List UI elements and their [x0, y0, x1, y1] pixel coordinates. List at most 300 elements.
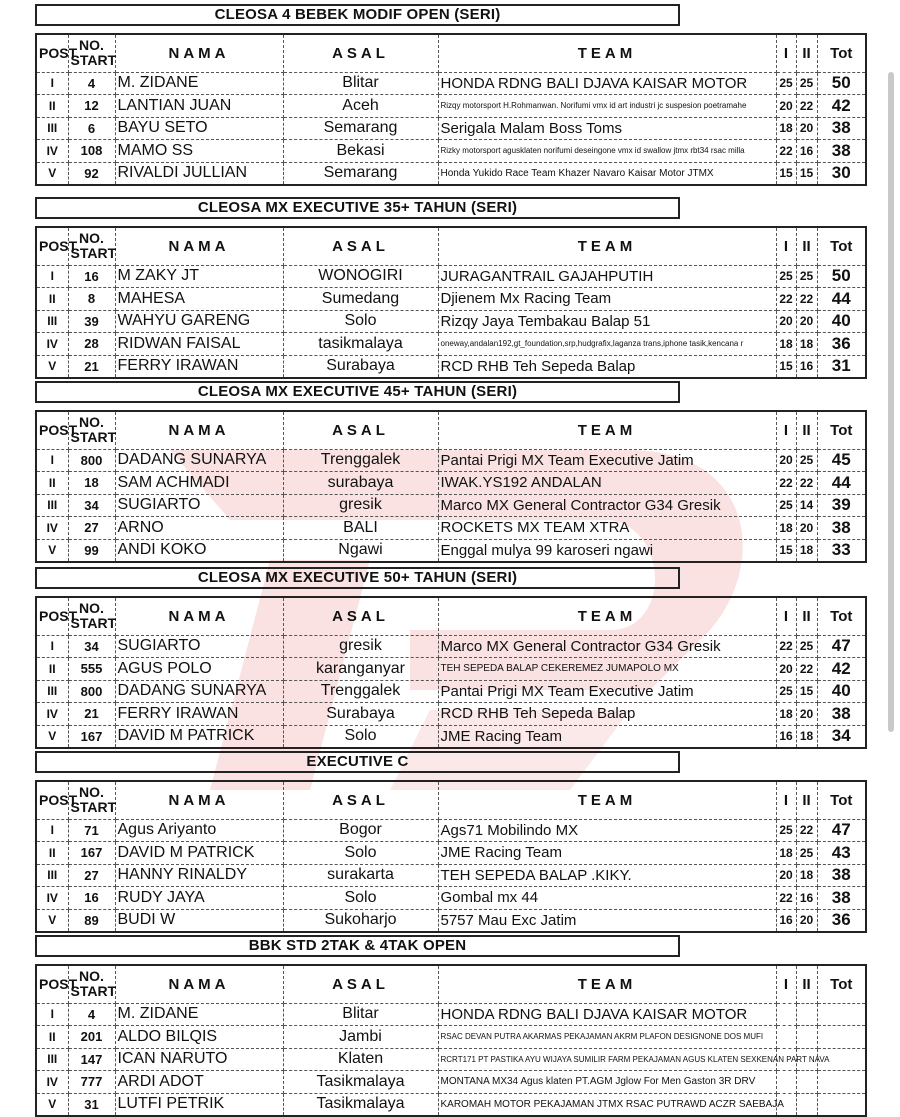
results-table: [35, 964, 867, 1117]
header-pos: POST: [36, 411, 68, 449]
pos-cell: I: [36, 265, 68, 288]
score-1: 18: [776, 333, 796, 356]
rider-origin: Bogor: [283, 819, 438, 842]
start-number: 39: [68, 310, 115, 333]
total-score: 30: [817, 162, 866, 185]
score-1: 20: [776, 95, 796, 118]
score-1: 16: [776, 725, 796, 748]
start-number: 27: [68, 517, 115, 540]
score-2: 16: [796, 887, 817, 910]
header-score-1: I: [776, 411, 796, 449]
header-score-2: II: [796, 965, 817, 1003]
rider-name: M. ZIDANE: [115, 72, 283, 95]
header-row: [36, 781, 866, 819]
pos-cell: IV: [36, 703, 68, 726]
table-row: [36, 1071, 866, 1094]
results-table: [35, 226, 867, 379]
rider-name: DAVID M PATRICK: [115, 725, 283, 748]
rider-name: DADANG SUNARYA: [115, 449, 283, 472]
score-2: 20: [796, 703, 817, 726]
table-row: [36, 842, 866, 865]
table-row: [36, 449, 866, 472]
score-2: [796, 1003, 817, 1026]
score-1: 15: [776, 162, 796, 185]
team-name: Pantai Prigi MX Team Executive Jatim: [438, 449, 776, 472]
score-1: 22: [776, 288, 796, 311]
rider-origin: Solo: [283, 725, 438, 748]
pos-cell: II: [36, 842, 68, 865]
results-table: [35, 33, 867, 186]
start-number: 18: [68, 472, 115, 495]
start-number: 16: [68, 265, 115, 288]
team-name: oneway,andalan192,gt_foundation,srp,hudgrafix,laganza trans,iphone tasik,kencana r: [438, 333, 776, 356]
rider-name: MAMO SS: [115, 140, 283, 163]
table-row: [36, 864, 866, 887]
rider-origin: Jambi: [283, 1026, 438, 1049]
start-number: 34: [68, 494, 115, 517]
header-total: Tot: [817, 597, 866, 635]
table-row: [36, 539, 866, 562]
table-row: [36, 494, 866, 517]
pos-cell: IV: [36, 140, 68, 163]
team-name: MONTANA MX34 Agus klaten PT.AGM Jglow For Men Gaston 3R DRV: [438, 1071, 776, 1094]
rider-origin: Ngawi: [283, 539, 438, 562]
team-name: Rizqy Jaya Tembakau Balap 51: [438, 310, 776, 333]
total-score: 38: [817, 887, 866, 910]
header-nama: NAMA: [115, 597, 283, 635]
team-name: RCD RHB Teh Sepeda Balap: [438, 703, 776, 726]
pos-cell: II: [36, 288, 68, 311]
score-1: [776, 1026, 796, 1049]
score-1: 22: [776, 635, 796, 658]
total-score: 40: [817, 680, 866, 703]
header-nama: NAMA: [115, 781, 283, 819]
rider-origin: Blitar: [283, 72, 438, 95]
header-team: TEAM: [438, 781, 776, 819]
rider-name: RIVALDI JULLIAN: [115, 162, 283, 185]
rider-origin: Tasikmalaya: [283, 1093, 438, 1116]
score-1: 20: [776, 449, 796, 472]
scrollbar[interactable]: [888, 72, 894, 732]
score-1: 18: [776, 842, 796, 865]
pos-cell: I: [36, 1003, 68, 1026]
header-pos: POST: [36, 597, 68, 635]
pos-cell: III: [36, 117, 68, 140]
start-number: 34: [68, 635, 115, 658]
start-number: 8: [68, 288, 115, 311]
rider-origin: Solo: [283, 887, 438, 910]
table-row: [36, 887, 866, 910]
rider-origin: Semarang: [283, 117, 438, 140]
pos-cell: III: [36, 864, 68, 887]
result-section-2: [35, 197, 865, 379]
team-name: RCRT171 PT PASTIKA AYU WIJAYA SUMILIR FARM PEKAJAMAN AGUS KLATEN SEXKENAN PART NAVA: [438, 1048, 776, 1071]
rider-origin: BALI: [283, 517, 438, 540]
rider-origin: Solo: [283, 842, 438, 865]
score-1: 25: [776, 265, 796, 288]
header-nama: NAMA: [115, 227, 283, 265]
rider-name: MAHESA: [115, 288, 283, 311]
section-title: EXECUTIVE C: [35, 751, 680, 773]
score-2: [796, 1071, 817, 1094]
rider-origin: tasikmalaya: [283, 333, 438, 356]
pos-cell: IV: [36, 333, 68, 356]
team-name: Ags71 Mobilindo MX: [438, 819, 776, 842]
score-2: [796, 1026, 817, 1049]
rider-name: SAM ACHMADI: [115, 472, 283, 495]
team-name: KAROMAH MOTOR PEKAJAMAN JTMX RSAC PUTRAWD ACZR SAEBAJA: [438, 1093, 776, 1116]
pos-cell: I: [36, 819, 68, 842]
total-score: 47: [817, 819, 866, 842]
header-nama: NAMA: [115, 411, 283, 449]
team-name: ROCKETS MX TEAM XTRA: [438, 517, 776, 540]
header-pos: POST: [36, 781, 68, 819]
start-number: 28: [68, 333, 115, 356]
header-total: Tot: [817, 965, 866, 1003]
rider-origin: Klaten: [283, 1048, 438, 1071]
score-2: 14: [796, 494, 817, 517]
rider-origin: karanganyar: [283, 658, 438, 681]
pos-cell: V: [36, 909, 68, 932]
pos-cell: III: [36, 310, 68, 333]
score-2: 20: [796, 517, 817, 540]
score-2: 18: [796, 539, 817, 562]
table-row: [36, 517, 866, 540]
pos-cell: II: [36, 658, 68, 681]
total-score: 31: [817, 355, 866, 378]
score-1: 15: [776, 539, 796, 562]
score-2: 25: [796, 265, 817, 288]
rider-origin: Aceh: [283, 95, 438, 118]
start-number: 12: [68, 95, 115, 118]
rider-name: ICAN NARUTO: [115, 1048, 283, 1071]
start-number: 71: [68, 819, 115, 842]
start-number: 99: [68, 539, 115, 562]
rider-origin: gresik: [283, 494, 438, 517]
pos-cell: III: [36, 680, 68, 703]
total-score: 38: [817, 703, 866, 726]
start-number: 147: [68, 1048, 115, 1071]
rider-name: DAVID M PATRICK: [115, 842, 283, 865]
table-row: [36, 909, 866, 932]
table-row: [36, 635, 866, 658]
header-total: Tot: [817, 781, 866, 819]
result-section-4: [35, 567, 865, 749]
rider-name: ALDO BILQIS: [115, 1026, 283, 1049]
table-row: [36, 310, 866, 333]
table-row: [36, 355, 866, 378]
pos-cell: I: [36, 449, 68, 472]
header-no-start: NO. START: [68, 597, 115, 635]
header-score-1: I: [776, 227, 796, 265]
score-1: 22: [776, 887, 796, 910]
team-name: JME Racing Team: [438, 725, 776, 748]
rider-name: AGUS POLO: [115, 658, 283, 681]
header-nama: NAMA: [115, 34, 283, 72]
total-score: 38: [817, 517, 866, 540]
score-2: 15: [796, 680, 817, 703]
header-score-1: I: [776, 34, 796, 72]
total-score: 36: [817, 909, 866, 932]
total-score: [817, 1026, 866, 1049]
pos-cell: I: [36, 635, 68, 658]
header-asal: ASAL: [283, 34, 438, 72]
rider-origin: surakarta: [283, 864, 438, 887]
header-score-2: II: [796, 227, 817, 265]
score-2: 15: [796, 162, 817, 185]
section-title: CLEOSA MX EXECUTIVE 35+ TAHUN (SERI): [35, 197, 680, 219]
table-row: [36, 1093, 866, 1116]
pos-cell: III: [36, 494, 68, 517]
table-row: [36, 162, 866, 185]
header-total: Tot: [817, 411, 866, 449]
header-score-1: I: [776, 965, 796, 1003]
start-number: 777: [68, 1071, 115, 1094]
header-team: TEAM: [438, 34, 776, 72]
score-1: 20: [776, 658, 796, 681]
rider-name: BUDI W: [115, 909, 283, 932]
rider-name: SUGIARTO: [115, 494, 283, 517]
header-asal: ASAL: [283, 965, 438, 1003]
team-name: RSAC DEVAN PUTRA AKARMAS PEKAJAMAN AKRM PLAFON DESIGNONE DOS MUFI: [438, 1026, 776, 1049]
score-1: 18: [776, 703, 796, 726]
score-2: 18: [796, 333, 817, 356]
table-row: [36, 117, 866, 140]
header-team: TEAM: [438, 411, 776, 449]
team-name: Djienem Mx Racing Team: [438, 288, 776, 311]
score-1: 20: [776, 864, 796, 887]
team-name: Honda Yukido Race Team Khazer Navaro Kaisar Motor JTMX: [438, 162, 776, 185]
team-name: IWAK.YS192 ANDALAN: [438, 472, 776, 495]
total-score: 38: [817, 864, 866, 887]
score-2: 22: [796, 472, 817, 495]
rider-name: RUDY JAYA: [115, 887, 283, 910]
header-pos: POST: [36, 34, 68, 72]
pos-cell: V: [36, 539, 68, 562]
rider-origin: Surabaya: [283, 355, 438, 378]
start-number: 167: [68, 725, 115, 748]
team-name: JME Racing Team: [438, 842, 776, 865]
team-name: RCD RHB Teh Sepeda Balap: [438, 355, 776, 378]
total-score: 44: [817, 288, 866, 311]
result-section-1: [35, 4, 865, 186]
header-asal: ASAL: [283, 227, 438, 265]
score-1: [776, 1003, 796, 1026]
score-1: 25: [776, 494, 796, 517]
start-number: 4: [68, 72, 115, 95]
table-row: [36, 1003, 866, 1026]
table-row: [36, 819, 866, 842]
rider-name: ARDI ADOT: [115, 1071, 283, 1094]
header-no-start: NO. START: [68, 227, 115, 265]
rider-name: HANNY RINALDY: [115, 864, 283, 887]
score-2: 16: [796, 140, 817, 163]
start-number: 800: [68, 449, 115, 472]
start-number: 555: [68, 658, 115, 681]
table-row: [36, 725, 866, 748]
score-2: 20: [796, 117, 817, 140]
total-score: 44: [817, 472, 866, 495]
team-name: TEH SEPEDA BALAP CEKEREMEZ JUMAPOLO MX: [438, 658, 776, 681]
header-score-1: I: [776, 597, 796, 635]
header-score-2: II: [796, 34, 817, 72]
score-2: 18: [796, 725, 817, 748]
table-row: [36, 680, 866, 703]
pos-cell: V: [36, 1093, 68, 1116]
table-row: [36, 265, 866, 288]
total-score: 47: [817, 635, 866, 658]
start-number: 89: [68, 909, 115, 932]
header-score-2: II: [796, 411, 817, 449]
total-score: [817, 1003, 866, 1026]
header-row: [36, 227, 866, 265]
header-score-1: I: [776, 781, 796, 819]
team-name: Rizqy motorsport H.Rohmanwan. Norifumi vmx id art industri jc suspesion poetramahe: [438, 95, 776, 118]
start-number: 27: [68, 864, 115, 887]
start-number: 92: [68, 162, 115, 185]
score-1: 18: [776, 117, 796, 140]
table-row: [36, 472, 866, 495]
header-score-2: II: [796, 781, 817, 819]
score-2: 18: [796, 864, 817, 887]
team-name: TEH SEPEDA BALAP .KIKY.: [438, 864, 776, 887]
start-number: 21: [68, 355, 115, 378]
rider-origin: Sukoharjo: [283, 909, 438, 932]
team-name: HONDA RDNG BALI DJAVA KAISAR MOTOR: [438, 1003, 776, 1026]
header-asal: ASAL: [283, 411, 438, 449]
rider-name: Agus Ariyanto: [115, 819, 283, 842]
rider-origin: Solo: [283, 310, 438, 333]
team-name: HONDA RDNG BALI DJAVA KAISAR MOTOR: [438, 72, 776, 95]
results-table: [35, 410, 867, 563]
table-row: [36, 288, 866, 311]
results-table: [35, 780, 867, 933]
rider-name: RIDWAN FAISAL: [115, 333, 283, 356]
pos-cell: II: [36, 472, 68, 495]
section-title: CLEOSA MX EXECUTIVE 50+ TAHUN (SERI): [35, 567, 680, 589]
score-2: [796, 1093, 817, 1116]
rider-name: FERRY IRAWAN: [115, 703, 283, 726]
rider-origin: Tasikmalaya: [283, 1071, 438, 1094]
score-1: 22: [776, 472, 796, 495]
header-row: [36, 411, 866, 449]
results-table: [35, 596, 867, 749]
header-no-start: NO. START: [68, 34, 115, 72]
header-no-start: NO. START: [68, 781, 115, 819]
total-score: 38: [817, 140, 866, 163]
pos-cell: II: [36, 95, 68, 118]
rider-name: M ZAKY JT: [115, 265, 283, 288]
pos-cell: V: [36, 162, 68, 185]
pos-cell: I: [36, 72, 68, 95]
header-row: [36, 597, 866, 635]
start-number: 31: [68, 1093, 115, 1116]
total-score: 38: [817, 117, 866, 140]
team-name: Pantai Prigi MX Team Executive Jatim: [438, 680, 776, 703]
rider-origin: Blitar: [283, 1003, 438, 1026]
section-title: CLEOSA 4 BEBEK MODIF OPEN (SERI): [35, 4, 680, 26]
start-number: 4: [68, 1003, 115, 1026]
score-2: 20: [796, 909, 817, 932]
start-number: 167: [68, 842, 115, 865]
score-2: 22: [796, 288, 817, 311]
header-row: [36, 965, 866, 1003]
total-score: 34: [817, 725, 866, 748]
total-score: [817, 1071, 866, 1094]
team-name: Marco MX General Contractor G34 Gresik: [438, 494, 776, 517]
total-score: 50: [817, 72, 866, 95]
header-no-start: NO. START: [68, 965, 115, 1003]
score-2: 16: [796, 355, 817, 378]
total-score: 39: [817, 494, 866, 517]
score-1: 15: [776, 355, 796, 378]
score-1: 18: [776, 517, 796, 540]
header-nama: NAMA: [115, 965, 283, 1003]
table-row: [36, 1026, 866, 1049]
team-name: Marco MX General Contractor G34 Gresik: [438, 635, 776, 658]
rider-name: ANDI KOKO: [115, 539, 283, 562]
rider-name: SUGIARTO: [115, 635, 283, 658]
rider-origin: Trenggalek: [283, 449, 438, 472]
section-title: BBK STD 2TAK & 4TAK OPEN: [35, 935, 680, 957]
rider-name: WAHYU GARENG: [115, 310, 283, 333]
table-row: [36, 72, 866, 95]
start-number: 800: [68, 680, 115, 703]
rider-origin: Trenggalek: [283, 680, 438, 703]
pos-cell: IV: [36, 517, 68, 540]
header-pos: POST: [36, 227, 68, 265]
header-total: Tot: [817, 34, 866, 72]
rider-origin: gresik: [283, 635, 438, 658]
rider-origin: Sumedang: [283, 288, 438, 311]
table-row: [36, 95, 866, 118]
header-score-2: II: [796, 597, 817, 635]
total-score: 45: [817, 449, 866, 472]
rider-origin: surabaya: [283, 472, 438, 495]
score-2: 20: [796, 310, 817, 333]
table-row: [36, 140, 866, 163]
total-score: 42: [817, 658, 866, 681]
score-1: 20: [776, 310, 796, 333]
score-1: 16: [776, 909, 796, 932]
total-score: [817, 1093, 866, 1116]
header-team: TEAM: [438, 597, 776, 635]
team-name: 5757 Mau Exc Jatim: [438, 909, 776, 932]
rider-name: ARNO: [115, 517, 283, 540]
table-row: [36, 1048, 866, 1071]
score-1: 25: [776, 72, 796, 95]
result-section-5: [35, 751, 865, 933]
table-row: [36, 658, 866, 681]
pos-cell: V: [36, 725, 68, 748]
team-name: JURAGANTRAIL GAJAHPUTIH: [438, 265, 776, 288]
score-1: 25: [776, 680, 796, 703]
start-number: 108: [68, 140, 115, 163]
header-team: TEAM: [438, 965, 776, 1003]
total-score: 40: [817, 310, 866, 333]
rider-name: DADANG SUNARYA: [115, 680, 283, 703]
pos-cell: IV: [36, 887, 68, 910]
header-no-start: NO. START: [68, 411, 115, 449]
rider-name: FERRY IRAWAN: [115, 355, 283, 378]
rider-name: BAYU SETO: [115, 117, 283, 140]
team-name: Serigala Malam Boss Toms: [438, 117, 776, 140]
pos-cell: IV: [36, 1071, 68, 1094]
start-number: 201: [68, 1026, 115, 1049]
score-1: [776, 1071, 796, 1094]
score-2: 22: [796, 95, 817, 118]
start-number: 16: [68, 887, 115, 910]
